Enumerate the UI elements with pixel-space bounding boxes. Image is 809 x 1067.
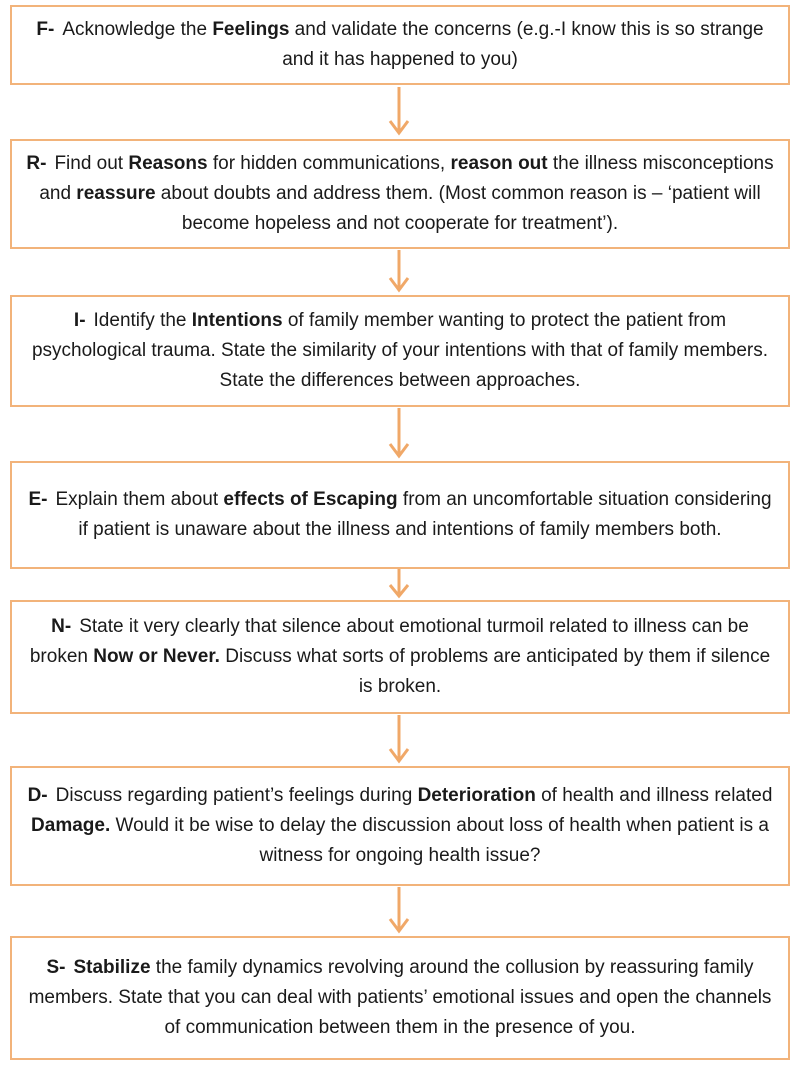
step-text-f: F- Acknowledge the Feelings and validate the concerns (e.g.-I know this is so strange and it has happened to you) (36, 19, 764, 70)
step-letter-d: D- (27, 785, 48, 806)
step-box-n (10, 600, 790, 714)
step-text-e: E- Explain them about effects of Escaping from an uncomfortable situation considering if patient is unaware about the illness and intentions of family members both. (28, 489, 772, 540)
step-letter-n: N- (51, 616, 72, 637)
step-letter-i: I- (73, 310, 86, 331)
arrow-down-icon (387, 569, 411, 599)
step-letter-f: F- (36, 19, 55, 40)
step-box-r (10, 139, 790, 249)
arrow-down-icon (387, 250, 411, 294)
step-text-i: I- Identify the Intentions of family member wanting to protect the patient from psychological trauma. State the similarity of your intentions with that of family members. State the differences between approaches. (31, 310, 769, 391)
step-box-e (10, 461, 790, 569)
step-box-d (10, 766, 790, 886)
step-letter-e: E- (28, 489, 48, 510)
arrow-down-icon (387, 408, 411, 460)
step-text-n: N- State it very clearly that silence about emotional turmoil related to illness can be broken Now or Never. Discuss what sorts of problems are anticipated by them if silence is broken. (29, 616, 771, 697)
step-text-r: R- Find out Reasons for hidden communications, reason out the illness misconceptions and reassure about doubts and address them. (Most common reason is – ‘patient will become hopeless and not cooperate for treatment’). (26, 153, 774, 234)
step-letter-s: S- (46, 957, 66, 978)
arrow-down-icon (387, 887, 411, 935)
arrow-down-icon (387, 715, 411, 765)
step-box-s (10, 936, 790, 1060)
step-text-d: D- Discuss regarding patient’s feelings during Deterioration of health and illness related Damage. Would it be wise to delay the discussion about loss of health when patient is a witness for ongoing health issue? (27, 785, 773, 866)
step-box-i (10, 295, 790, 407)
step-text-s: S- Stabilize the family dynamics revolving around the collusion by reassuring family members. State that you can deal with patients’ emotional issues and open the channels of communication between them in the presence of you. (28, 957, 772, 1038)
step-letter-r: R- (26, 153, 47, 174)
step-box-f (10, 5, 790, 85)
arrow-down-icon (387, 87, 411, 137)
